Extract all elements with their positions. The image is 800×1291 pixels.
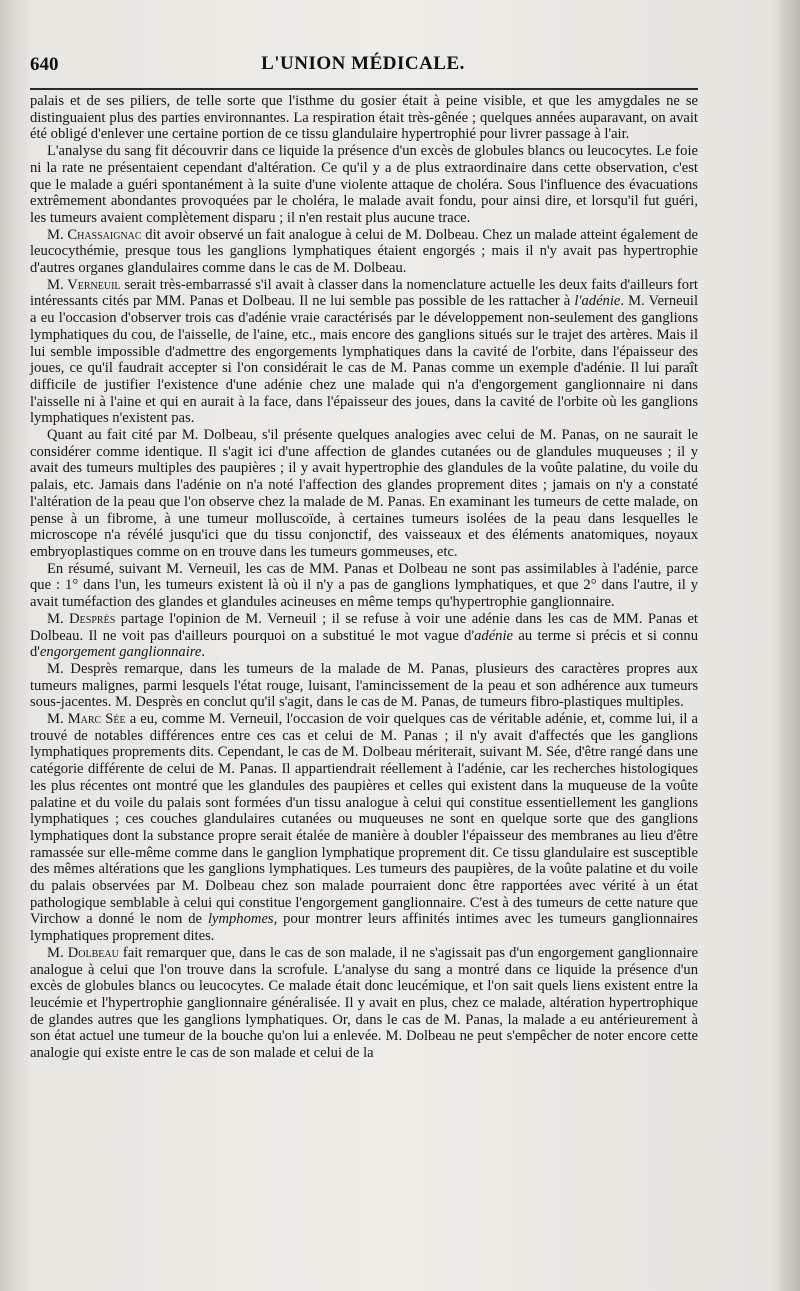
speaker-name: M. Marc Sée — [47, 711, 126, 728]
speaker-name: M. Chassaignac — [47, 226, 142, 243]
paragraph-2: L'analyse du sang fit découvrir dans ce liquide la présence d'un excès de globules blancs ou leucocytes. Le foie ni la rate ne présentaient cependant d'altération. Ce qu'il y a de plus extraordinaire dans cette observation, c'est que le malade a guéri spontanément à la suite d'une violente attaque de choléra. Sous l'influence des évacuations extrêmement abondantes provoquées par le choléra, le malade avait fondu, pour ainsi dire, et lorsqu'il fut guéri, les tumeurs avaient complètement disparu ; il n'en restait plus aucune trace. — [30, 143, 698, 226]
paragraph-9: M. Marc Sée a eu, comme M. Verneuil, l'occasion de voir quelques cas de véritable adénie, et, comme lui, il a trouvé de notables différences entre ces cas et celui de M. Panas ; il n'y avait d'affectés que les ganglions lymphatiques proprements dits. Cependant, le cas de M. Dolbeau mériterait, suivant M. Sée, d'être rangé dans une catégorie différente de celui de M. Panas. Il appartiendrait réellement à l'adénie, car les recherches histologiques les plus récentes ont montré que les glandules des paupières et celles qui existent dans la muqueuse de la voûte palatine et du voile du palais sont formées d'un tissu analogue à celui qui constitue essentiellement les ganglions lymphatiques ; ces couches glandulaires cutanées ou muqueuses ne sont en quelque sorte que des ganglions lymphatiques dont la substance propre serait étalée de manière à doubler l'épaisseur des membranes au lieu d'être ramassée sur elle-même comme dans le ganglion lymphatique proprement dit. Ce tissu glandulaire est susceptible des mêmes altérations que les ganglions lymphatiques. Les tumeurs des paupières, de la voûte palatine et du voile du palais observées par M. Dolbeau chez son malade pourraient donc être rapportées avec vérité à un état pathologique semblable à celui qui constitue l'engorgement ganglionnaire. C'est à des tumeurs de cette nature que Virchow a donné le nom de lymphomes, pour montrer leurs affinités intimes avec les tumeurs ganglionnaires lymphatiques proprement dites. — [30, 711, 699, 945]
article-body — [30, 93, 698, 1062]
page-number: 640 — [30, 54, 59, 75]
paragraph-7: M. Desprès partage l'opinion de M. Verneuil ; il se refuse à voir une adénie dans les cas de MM. Panas et Dolbeau. Il ne voit pas d'ailleurs pourquoi on a substitué le mot vague d'adénie au terme si précis et si connu d'engorgement ganglionnaire. — [30, 610, 698, 661]
paragraph-10: M. Dolbeau fait remarquer que, dans le cas de son malade, il ne s'agissait pas d'un engorgement ganglionnaire analogue à celui que l'on trouve dans la scrofule. L'analyse du sang a montré dans ce liquide la présence d'un excès de globules blancs ou leucocytes. Ce malade était donc leucémique, et l'on sait quels liens existent entre la leucémie et l'hypertrophie ganglionnaire généralisée. Il y avait en plus, chez ce malade, altération hypertrophique de glandes autres que les ganglions lymphatiques. Or, dans le cas de M. Panas, la malade a eu antérieurement à son état actuel une tumeur de la bouche qu'on lui a enlevée. M. Dolbeau ne peut s'empêcher de noter encore cette analogie qui existe entre le cas de son malade et celui de la — [30, 944, 698, 1062]
speaker-name: M. Verneuil — [47, 276, 121, 293]
paragraph-1: palais et de ses piliers, de telle sorte que l'isthme du gosier était à peine visible, et que les amygdales ne se distinguaient plus des parties environnantes. La respiration était très-gênée ; quelques années auparavant, on avait été obligé d'enlever une certaine portion de ce tissu glandulaire hypertrophié pour livrer passage à l'air. — [30, 93, 698, 143]
paragraph-3: M. Chassaignac dit avoir observé un fait analogue à celui de M. Dolbeau. Chez un malade atteint également de leucocythémie, presque tous les ganglions lymphatiques étaient engorgés ; mais il n'y avait pas hypertrophie d'autres organes glandulaires comme dans le cas de M. Dolbeau. — [30, 226, 698, 277]
speaker-name: M. Desprès — [47, 610, 116, 627]
header-rule — [30, 88, 698, 90]
paragraph-6: En résumé, suivant M. Verneuil, les cas de MM. Panas et Dolbeau ne sont pas assimilables à l'adénie, parce que : 1° dans l'un, les tumeurs existent là où il n'y a pas de ganglions lymphatiques, et que 2° dans l'autre, il y avait tuméfaction des glandes et glandules acineuses en même temps qu'hypertrophie ganglionnaire. — [30, 560, 698, 611]
page-edge-shadow — [778, 0, 800, 1291]
paragraph-8: M. Desprès remarque, dans les tumeurs de la malade de M. Panas, plusieurs des caractères propres aux tumeurs malignes, parmi lesquels l'état rouge, luisant, l'amincissement de la peau et son adhérence aux tumeurs sous-jacentes. M. Desprès en conclut qu'il s'agit, dans le cas de M. Panas, de tumeurs fibro-plastiques multiples. — [30, 660, 698, 711]
paragraph-5: Quant au fait cité par M. Dolbeau, s'il présente quelques analogies avec celui de M. Panas, on ne saurait le considérer comme identique. Il s'agit ici d'une affection de glandes cutanées ou de glandules muqueuses ; il y avait des tumeurs multiples des paupières ; il y avait hypertrophie des glandules de la voûte palatine, du voile du palais, etc. Jamais dans l'adénie on n'a noté l'affection des glandes proprement dites ; jamais on n'y a constaté l'altération de la peau que l'on observe chez la malade de M. Panas. En examinant les tumeurs de cette malade, on pense à un fibrome, à une tumeur molluscoïde, à certaines tumeurs isolées de la peau dans lesquelles le microscope n'a révélé jusqu'ici que du tissu conjonctif, des vaisseaux et des éléments anatomiques, noyaux embryoplastiques comme on en trouve dans les tumeurs gommeuses, etc. — [30, 427, 698, 560]
paragraph-4: M. Verneuil serait très-embarrassé s'il avait à classer dans la nomenclature actuelle les deux faits d'ailleurs fort intéressants cités par MM. Panas et Dolbeau. Il ne lui semble pas possible de les rattacher à l'adénie. M. Verneuil a eu l'occasion d'observer trois cas d'adénie vraie caractérisés par le développement non-seulement des ganglions lymphatiques du cou, de l'aisselle, de l'aine, etc., mais encore des ganglions situés sur le trajet des artères. Mais il lui semble impossible d'admettre des engorgements lymphatiques dans la cavité de l'orbite, dans l'épaisseur des joues, ce qu'il faudrait accepter si l'on considérait le cas de M. Panas comme un exemple d'adénie. Il lui paraît difficile de justifier l'existence d'une adénie chez une malade qui n'a d'engorgement ganglionnaire ni dans l'aisselle ni à l'aine et qui en aurait à la face, dans l'épaisseur des joues, dans la cavité de l'orbite où les ganglions lymphatiques n'existent pas. — [30, 276, 698, 427]
page-header — [30, 48, 696, 82]
speaker-name: M. Dolbeau — [47, 944, 119, 961]
running-title: L'UNION MÉDICALE. — [261, 53, 465, 74]
